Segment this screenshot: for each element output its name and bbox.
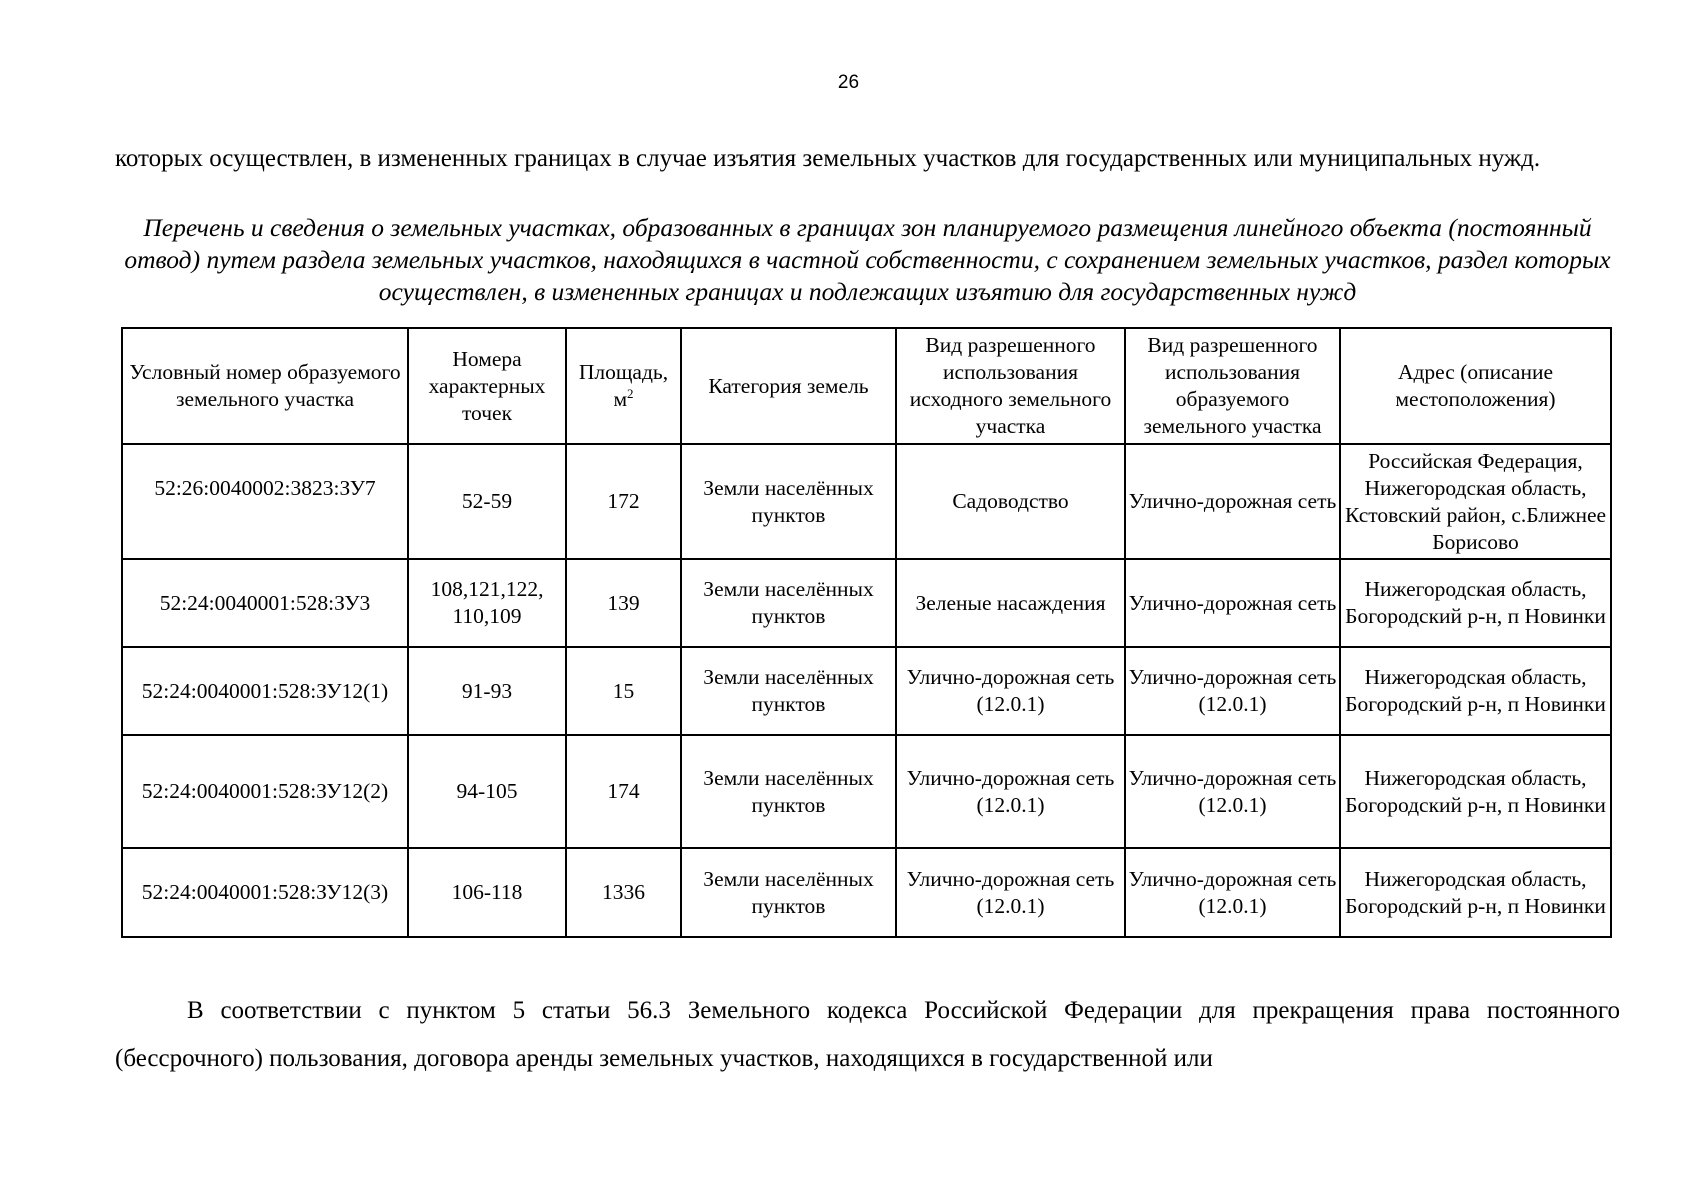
cell-cadastral: 52:24:0040001:528:ЗУ12(2) — [122, 735, 408, 848]
cell-use-new: Улично-дорожная сеть — [1125, 559, 1340, 647]
cell-use-original: Улично-дорожная сеть (12.0.1) — [896, 735, 1125, 848]
bottom-paragraph: В соответствии с пунктом 5 статьи 56.3 Земельного кодекса Российской Федерации для прекращения права постоянного (бессрочного) пользования, договора аренды земельных участков, находящихся в государственной или — [115, 997, 1620, 1072]
cell-address: Нижегородская область, Богородский р-н, п Новинки — [1340, 848, 1611, 937]
table-header-row — [122, 328, 1611, 444]
table-caption: Перечень и сведения о земельных участках, образованных в границах зон планируемого размещения линейного объекта (постоянный отвод) путем раздела земельных участков, находящихся в частной собственности, с сохранением земельных участков, раздел которых осуществлен, в измененных границах и подлежащих изъятию для государственных нужд — [124, 213, 1611, 306]
cell-cadastral: 52:24:0040001:528:ЗУ3 — [122, 559, 408, 647]
cell-address: Нижегородская область, Богородский р-н, п Новинки — [1340, 559, 1611, 647]
cell-address: Нижегородская область, Богородский р-н, п Новинки — [1340, 647, 1611, 735]
header-points: Номера характерных точек — [408, 328, 566, 444]
cell-category: Земли населённых пунктов — [681, 559, 896, 647]
cell-points: 52-59 — [408, 444, 566, 559]
cell-area: 1336 — [566, 848, 681, 937]
header-cadastral: Условный номер образуемого земельного участка — [122, 328, 408, 444]
cell-category: Земли населённых пунктов — [681, 444, 896, 559]
cell-category: Земли населённых пунктов — [681, 647, 896, 735]
cell-use-new: Улично-дорожная сеть (12.0.1) — [1125, 647, 1340, 735]
cell-use-original: Улично-дорожная сеть (12.0.1) — [896, 647, 1125, 735]
cell-area: 139 — [566, 559, 681, 647]
land-plots-table — [121, 327, 1612, 938]
cell-use-original: Улично-дорожная сеть (12.0.1) — [896, 848, 1125, 937]
table-row — [122, 735, 1611, 848]
table-row — [122, 444, 1611, 559]
cell-points: 94-105 — [408, 735, 566, 848]
header-category: Категория земель — [681, 328, 896, 444]
cell-address: Нижегородская область, Богородский р-н, п Новинки — [1340, 735, 1611, 848]
cell-area: 172 — [566, 444, 681, 559]
header-area-label: Площадь, м — [578, 360, 669, 411]
cell-cadastral: 52:24:0040001:528:ЗУ12(3) — [122, 848, 408, 937]
header-use-original: Вид разрешенного использования исходного земельного участка — [896, 328, 1125, 444]
header-area — [566, 328, 681, 444]
cell-address: Российская Федерация, Нижегородская область, Кстовский район, с.Ближнее Борисово — [1340, 444, 1611, 559]
cell-use-new: Улично-дорожная сеть (12.0.1) — [1125, 735, 1340, 848]
cell-category: Земли населённых пунктов — [681, 848, 896, 937]
cell-cadastral: 52:24:0040001:528:ЗУ12(1) — [122, 647, 408, 735]
cell-use-new: Улично-дорожная сеть (12.0.1) — [1125, 848, 1340, 937]
header-use-new: Вид разрешенного использования образуемого земельного участка — [1125, 328, 1340, 444]
cell-points: 108,121,122, 110,109 — [408, 559, 566, 647]
cell-use-original: Садоводство — [896, 444, 1125, 559]
top-paragraph: которых осуществлен, в измененных границах в случае изъятия земельных участков для государственных или муниципальных нужд. — [115, 145, 1541, 172]
header-address: Адрес (описание местоположения) — [1340, 328, 1611, 444]
table-row — [122, 647, 1611, 735]
cell-area: 174 — [566, 735, 681, 848]
cell-points: 91-93 — [408, 647, 566, 735]
table-row — [122, 559, 1611, 647]
cell-area: 15 — [566, 647, 681, 735]
cell-points: 106-118 — [408, 848, 566, 937]
cell-use-original: Зеленые насаждения — [896, 559, 1125, 647]
table-row — [122, 848, 1611, 937]
header-area-unit: 2 — [627, 385, 634, 401]
cell-cadastral: 52:26:0040002:3823:ЗУ7 — [122, 444, 408, 559]
cell-use-new: Улично-дорожная сеть — [1125, 444, 1340, 559]
cell-category: Земли населённых пунктов — [681, 735, 896, 848]
page-number: 26 — [837, 72, 860, 93]
